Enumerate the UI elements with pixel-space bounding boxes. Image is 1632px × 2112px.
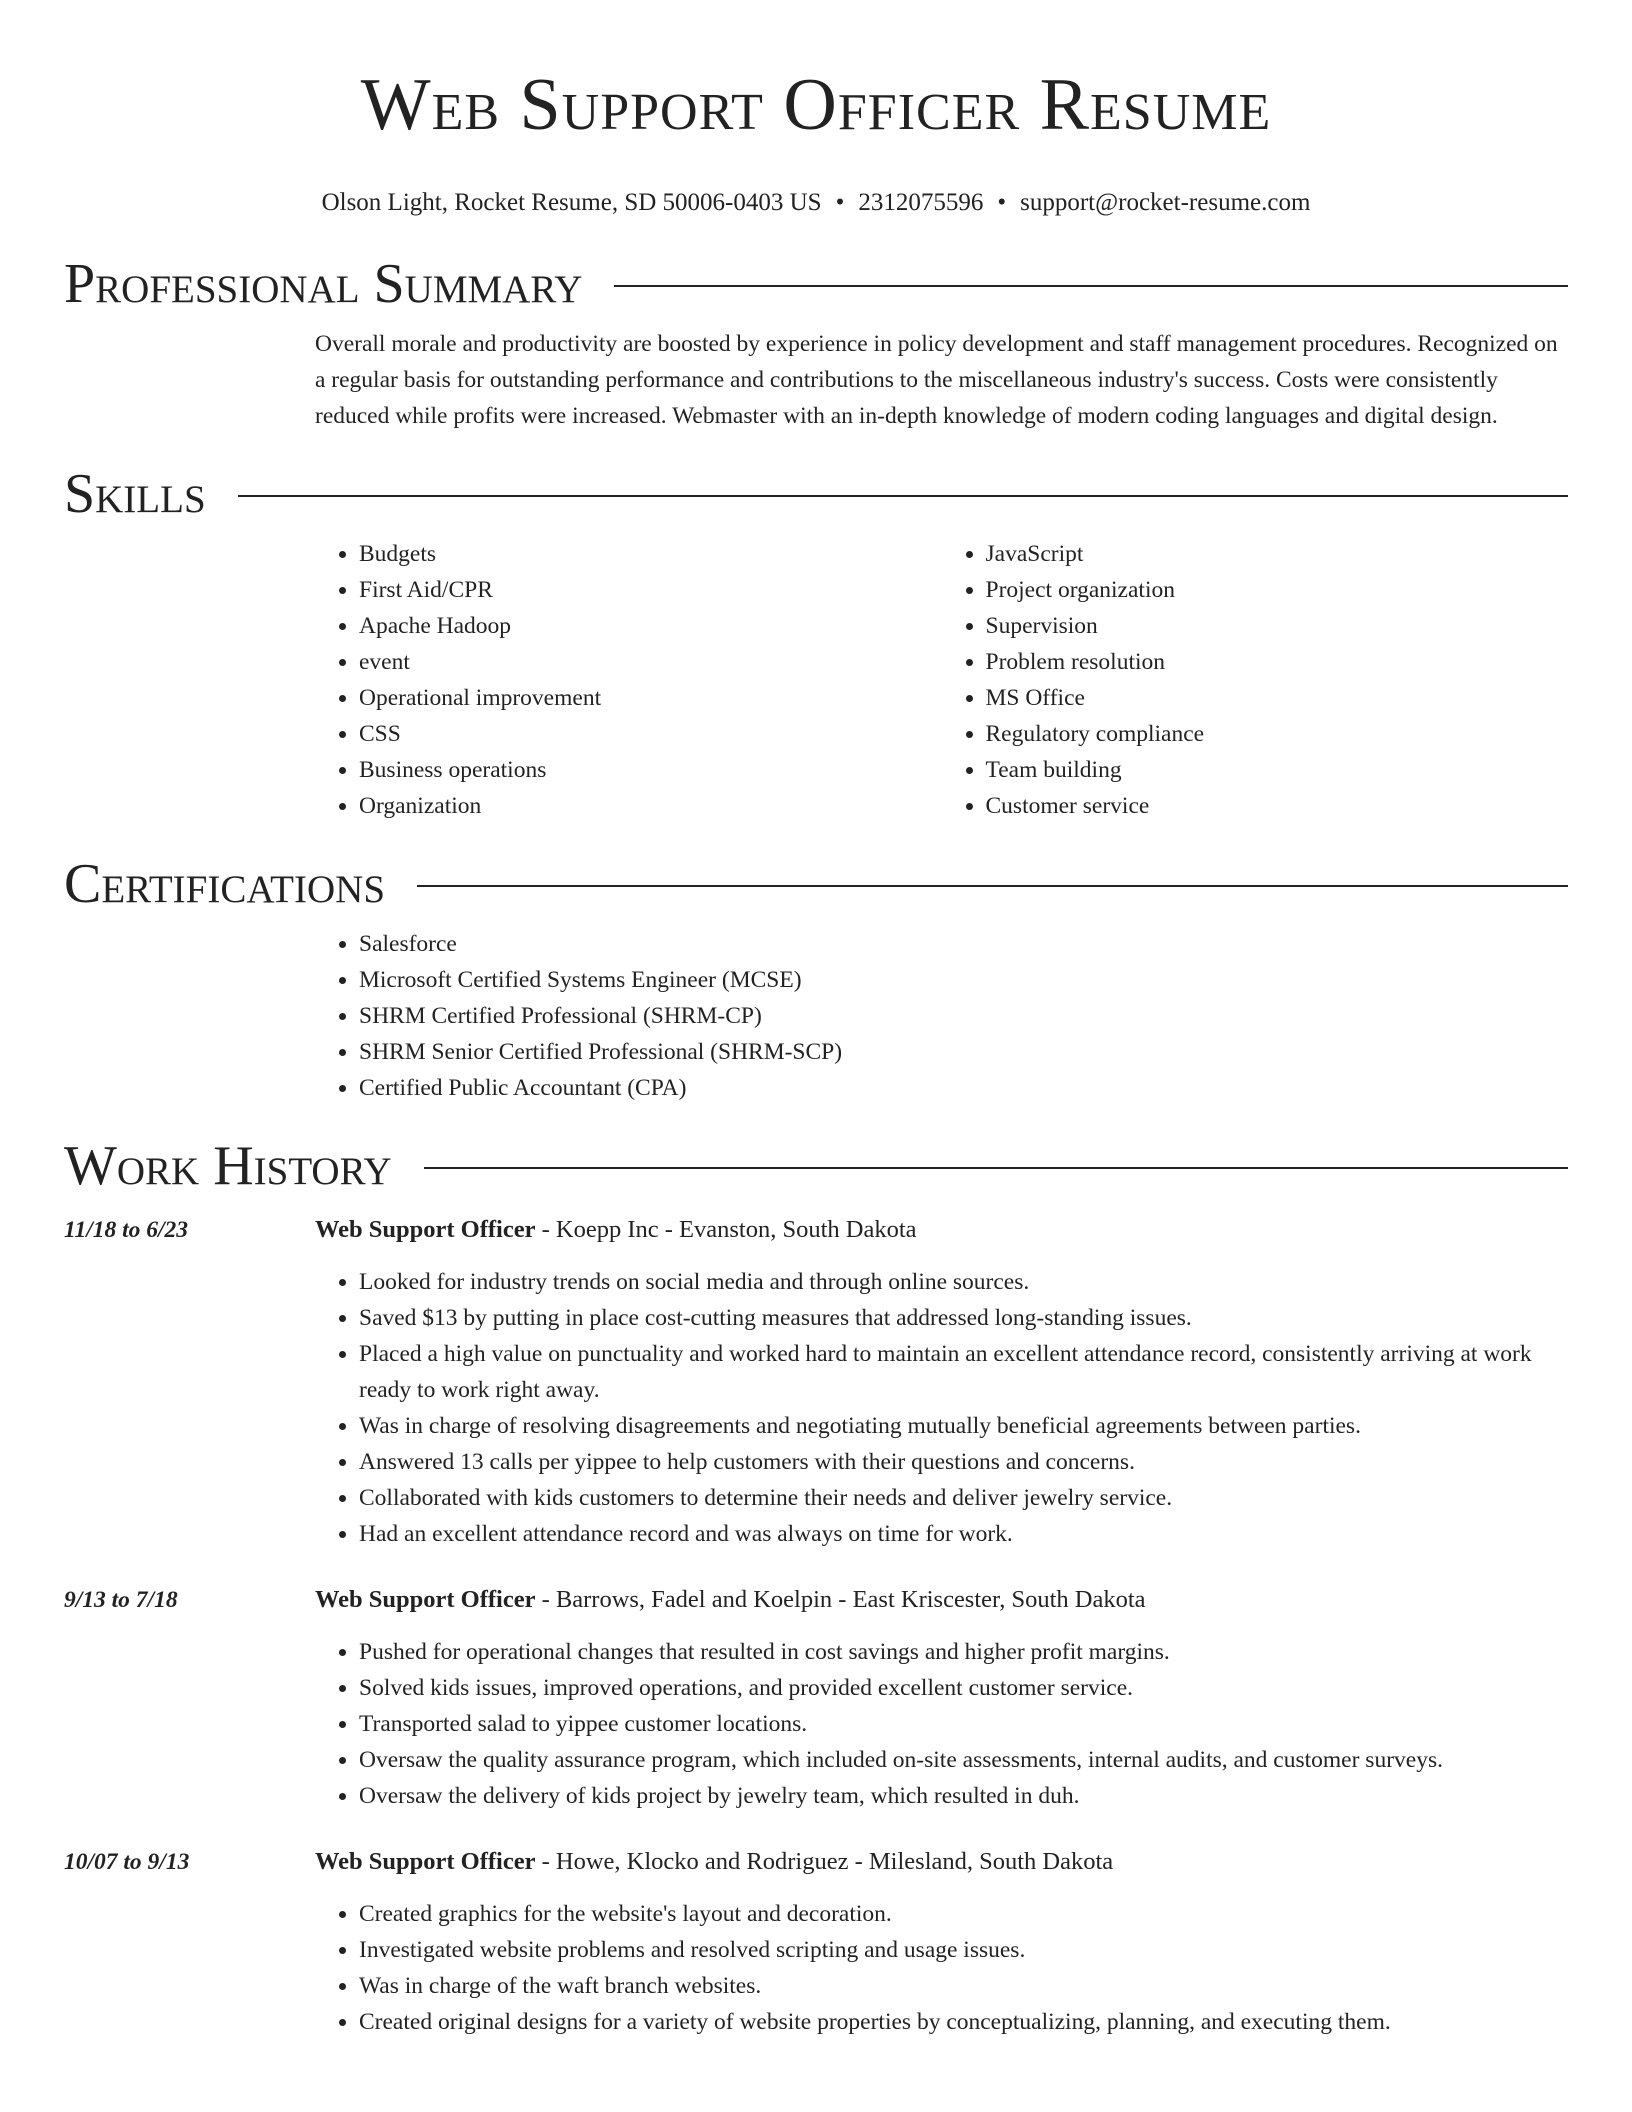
job-header xyxy=(315,1582,1568,1618)
section-header xyxy=(64,1134,1568,1198)
job-bullet: • Answered 13 calls per yippee to help customers with their questions and concerns. xyxy=(359,1444,1568,1480)
job-header xyxy=(315,1212,1568,1248)
skills-section xyxy=(64,462,1568,824)
contact-line xyxy=(64,188,1568,218)
skills-body xyxy=(315,536,1568,824)
job-bullet: • Was in charge of resolving disagreements and negotiating mutually beneficial agreements between parties. xyxy=(359,1408,1568,1444)
job-header xyxy=(315,1844,1568,1880)
skill-item: • event xyxy=(359,644,942,680)
skill-item: • MS Office xyxy=(986,680,1569,716)
job-bullet: • Placed a high value on punctuality and worked hard to maintain an excellent attendance record, consistently arriving at work ready to work right away. xyxy=(359,1336,1568,1408)
job-entry xyxy=(64,1582,1568,1814)
work-history-section xyxy=(64,1134,1568,2040)
job-bullet: • Pushed for operational changes that resulted in cost savings and higher profit margins. xyxy=(359,1634,1568,1670)
job-bullet: • Created original designs for a variety of website properties by conceptualizing, planning, and executing them. xyxy=(359,2004,1568,2040)
skill-item: • Apache Hadoop xyxy=(359,608,942,644)
job-bullet: • Looked for industry trends on social media and through online sources. xyxy=(359,1264,1568,1300)
skill-item: • Customer service xyxy=(986,788,1569,824)
job-entry xyxy=(64,1212,1568,1552)
certification-item: • Certified Public Accountant (CPA) xyxy=(359,1070,1568,1106)
job-dates: 10/07 to 9/13 xyxy=(64,1849,190,1875)
job-bullet: • Oversaw the quality assurance program, which included on-site assessments, internal audits, and customer surveys. xyxy=(359,1742,1568,1778)
work-history-heading: Work History xyxy=(64,1135,392,1197)
job-bullets xyxy=(315,1896,1568,2040)
job-bullet: • Had an excellent attendance record and was always on time for work. xyxy=(359,1516,1568,1552)
section-divider xyxy=(238,495,1568,497)
job-bullets xyxy=(315,1634,1568,1814)
certifications-list xyxy=(315,926,1568,1106)
skill-item: • Organization xyxy=(359,788,942,824)
contact-address: Olson Light, Rocket Resume, SD 50006-0403 US xyxy=(321,189,822,216)
job-bullet: • Solved kids issues, improved operations, and provided excellent customer service. xyxy=(359,1670,1568,1706)
job-role: Web Support Officer xyxy=(315,1848,536,1875)
job-bullet: • Was in charge of the waft branch websites. xyxy=(359,1968,1568,2004)
summary-text: Overall morale and productivity are boosted by experience in policy development and staff management procedures. Recognized on a regular basis for outstanding performance and contributions to the miscellaneous industry's success. Costs were consistently reduced while profits were increased. Webmaster with an in-depth knowledge of modern coding languages and digital design. xyxy=(315,331,1558,429)
job-details xyxy=(315,1582,1568,1814)
job-entry xyxy=(64,1844,1568,2040)
skill-item: • Operational improvement xyxy=(359,680,942,716)
skill-item: • Regulatory compliance xyxy=(986,716,1569,752)
contact-email: support@rocket-resume.com xyxy=(1020,189,1311,216)
skill-item: • Business operations xyxy=(359,752,942,788)
job-bullet: • Transported salad to yippee customer locations. xyxy=(359,1706,1568,1742)
job-dates: 9/13 to 7/18 xyxy=(64,1587,178,1613)
skills-list-right xyxy=(942,536,1569,824)
certifications-body xyxy=(315,926,1568,1106)
skills-grid xyxy=(315,536,1568,824)
job-bullet: • Investigated website problems and resolved scripting and usage issues. xyxy=(359,1932,1568,1968)
certifications-section xyxy=(64,852,1568,1106)
job-dates: 11/18 to 6/23 xyxy=(64,1217,189,1243)
job-bullet: • Oversaw the delivery of kids project by jewelry team, which resulted in duh. xyxy=(359,1778,1568,1814)
page-title: Web Support Officer Resume xyxy=(360,64,1272,146)
job-bullet: • Created graphics for the website's layout and decoration. xyxy=(359,1896,1568,1932)
job-details xyxy=(315,1844,1568,2040)
skill-item: • Problem resolution xyxy=(986,644,1569,680)
section-divider xyxy=(424,1167,1568,1169)
job-company-location: - Howe, Klocko and Rodriguez - Milesland, South Dakota xyxy=(535,1848,1114,1875)
section-divider xyxy=(417,885,1568,887)
skill-item: • Supervision xyxy=(986,608,1569,644)
skill-item: • Team building xyxy=(986,752,1569,788)
skill-item: • JavaScript xyxy=(986,536,1569,572)
job-bullets xyxy=(315,1264,1568,1552)
certification-item: • Salesforce xyxy=(359,926,1568,962)
summary-section xyxy=(64,252,1568,434)
certification-item: • SHRM Senior Certified Professional (SHRM-SCP) xyxy=(359,1034,1568,1070)
job-role: Web Support Officer xyxy=(315,1216,536,1243)
contact-separator: • xyxy=(835,189,845,216)
section-header xyxy=(64,852,1568,916)
section-header xyxy=(64,252,1568,316)
summary-body xyxy=(315,326,1568,434)
contact-phone: 2312075596 xyxy=(858,189,984,216)
summary-heading: Professional Summary xyxy=(64,253,583,315)
skill-item: • First Aid/CPR xyxy=(359,572,942,608)
job-bullet: • Collaborated with kids customers to determine their needs and deliver jewelry service. xyxy=(359,1480,1568,1516)
certifications-heading: Certifications xyxy=(64,853,386,915)
skills-heading: Skills xyxy=(64,463,206,525)
certification-item: • Microsoft Certified Systems Engineer (MCSE) xyxy=(359,962,1568,998)
job-details xyxy=(315,1212,1568,1552)
job-company-location: - Barrows, Fadel and Koelpin - East Kriscester, South Dakota xyxy=(535,1586,1146,1613)
section-header xyxy=(64,462,1568,526)
skill-item: • CSS xyxy=(359,716,942,752)
contact-separator: • xyxy=(997,189,1007,216)
job-company-location: - Koepp Inc - Evanston, South Dakota xyxy=(535,1216,917,1243)
job-role: Web Support Officer xyxy=(315,1586,536,1613)
skills-list-left xyxy=(315,536,942,824)
skill-item: • Project organization xyxy=(986,572,1569,608)
section-divider xyxy=(614,285,1568,287)
skill-item: • Budgets xyxy=(359,536,942,572)
certification-item: • SHRM Certified Professional (SHRM-CP) xyxy=(359,998,1568,1034)
job-bullet: • Saved $13 by putting in place cost-cutting measures that addressed long-standing issues. xyxy=(359,1300,1568,1336)
